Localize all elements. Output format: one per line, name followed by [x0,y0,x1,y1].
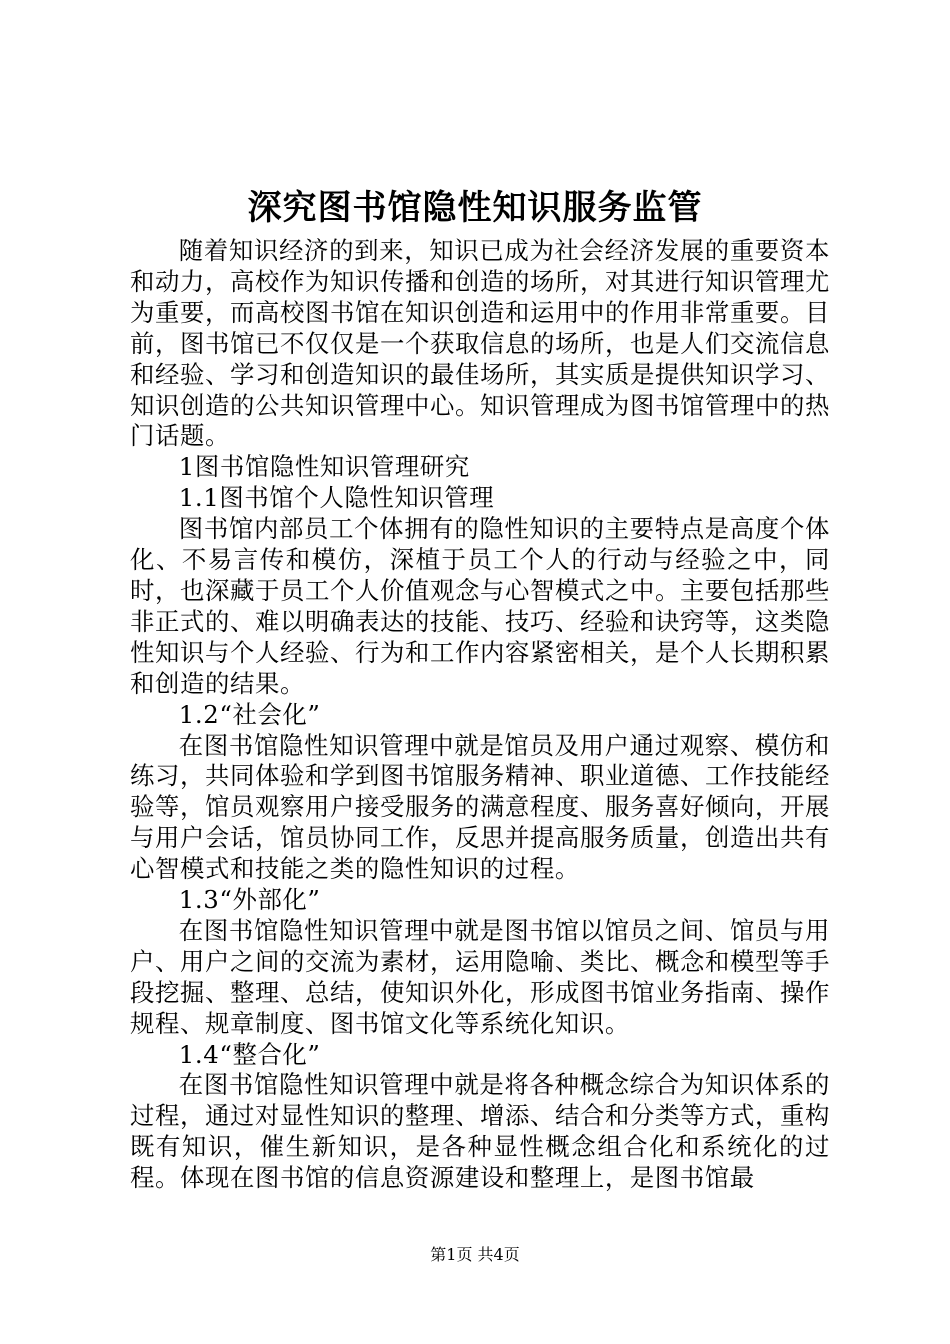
paragraph-socialization: 在图书馆隐性知识管理中就是馆员及用户通过观察、模仿和练习，共同体验和学到图书馆服务精神、职业道德、工作技能经验等，馆员观察用户接受服务的满意程度、服务喜好倾向，开展与用户会话，馆员协同工作，反思并提高服务质量，创造出共有心智模式和技能之类的隐性知识的过程。 [130,730,830,884]
section-heading-1-3: 1.3“外部化” [178,885,321,915]
document-body [130,236,830,1194]
page-title: 深究图书馆隐性知识服务监管 [247,188,703,228]
section-heading-1-2: 1.2“社会化” [178,699,321,729]
page-number-footer: 第1页 共4页 [430,1245,520,1264]
paragraph-personal-tacit-knowledge: 图书馆内部员工个体拥有的隐性知识的主要特点是高度个体化、不易言传和模仿，深植于员工个人的行动与经验之中，同时，也深藏于员工个人价值观念与心智模式之中。主要包括那些非正式的、难以明确表达的技能、技巧、经验和诀窍等，这类隐性知识与个人经验、行为和工作内容紧密相关，是个人长期积累和创造的结果。 [130,514,830,698]
section-heading-1-1: 1.1图书馆个人隐性知识管理 [178,483,495,513]
paragraph-intro: 随着知识经济的到来，知识已成为社会经济发展的重要资本和动力，高校作为知识传播和创造的场所，对其进行知识管理尤为重要，而高校图书馆在知识创造和运用中的作用非常重要。目前，图书馆已不仅仅是一个获取信息的场所，也是人们交流信息和经验、学习和创造知识的最佳场所，其实质是提供知识学习、知识创造的公共知识管理中心。知识管理成为图书馆管理中的热门话题。 [130,236,830,451]
section-heading-1: 1图书馆隐性知识管理研究 [178,452,470,482]
paragraph-combination: 在图书馆隐性知识管理中就是将各种概念综合为知识体系的过程，通过对显性知识的整理、增添、结合和分类等方式，重构既有知识，催生新知识，是各种显性概念组合化和系统化的过程。体现在图书馆的信息资源建设和整理上，是图书馆最 [130,1070,830,1193]
section-heading-1-4: 1.4“整合化” [178,1039,321,1069]
paragraph-externalization: 在图书馆隐性知识管理中就是图书馆以馆员之间、馆员与用户、用户之间的交流为素材，运用隐喻、类比、概念和模型等手段挖掘、整理、总结，使知识外化，形成图书馆业务指南、操作规程、规章制度、图书馆文化等系统化知识。 [130,915,830,1038]
